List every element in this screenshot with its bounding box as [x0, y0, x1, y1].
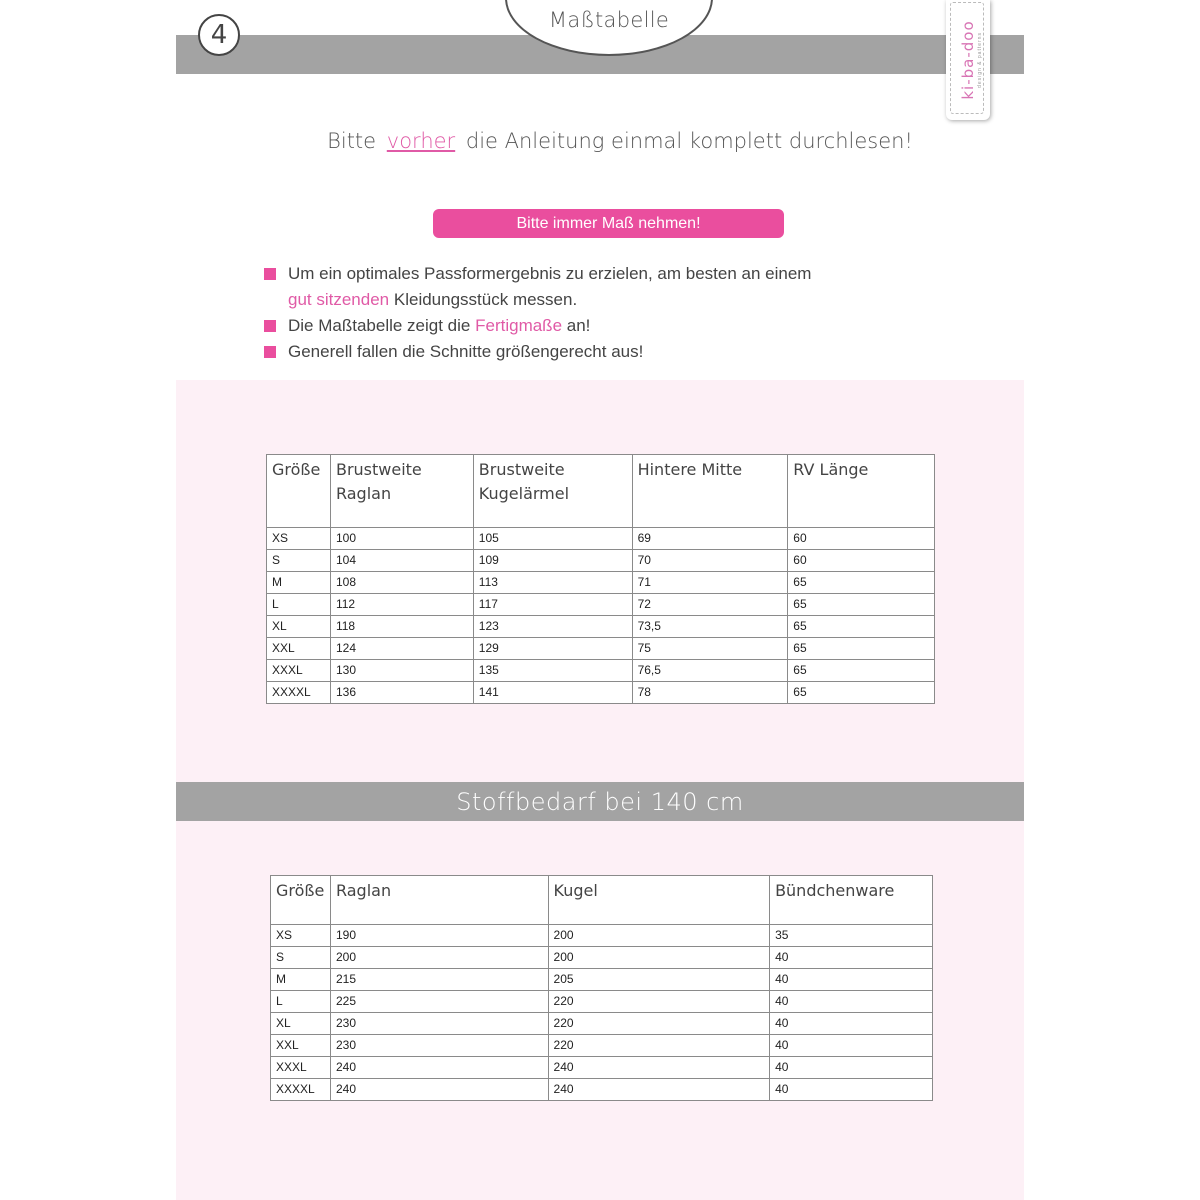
- fabric-heading: Stoffbedarf bei 140 cm: [176, 782, 1024, 821]
- bullet-item: [264, 340, 964, 366]
- table-cell: 71: [632, 572, 788, 594]
- page-title: Maßtabelle: [548, 8, 670, 32]
- header-kugel: Kugel: [548, 876, 770, 925]
- table-cell: 240: [548, 1057, 770, 1079]
- table-cell: 220: [548, 991, 770, 1013]
- table-row: [271, 947, 933, 969]
- header-chest-raglan: Brustweite Raglan: [330, 455, 473, 528]
- table-cell: L: [267, 594, 331, 616]
- table-cell: 240: [330, 1079, 548, 1101]
- table-cell: 65: [788, 594, 935, 616]
- table-cell: 75: [632, 638, 788, 660]
- bullet-pink-text: Fertigmaße: [475, 316, 563, 335]
- table-cell: 135: [473, 660, 632, 682]
- header-size: Größe: [271, 876, 331, 925]
- table-cell: XXXXL: [267, 682, 331, 704]
- table-row: [271, 991, 933, 1013]
- table-row: [267, 572, 935, 594]
- table-cell: 72: [632, 594, 788, 616]
- table-cell: S: [267, 550, 331, 572]
- table-cell: 109: [473, 550, 632, 572]
- bullet-continuation: [264, 288, 964, 314]
- table-cell: 230: [330, 1013, 548, 1035]
- header-zip-length: RV Länge: [788, 455, 935, 528]
- table-row: [271, 925, 933, 947]
- table-cell: XXXXL: [271, 1079, 331, 1101]
- table-cell: 60: [788, 550, 935, 572]
- table-cell: XL: [271, 1013, 331, 1035]
- table-cell: XXL: [271, 1035, 331, 1057]
- bullet-item: [264, 262, 964, 288]
- table-cell: XS: [267, 528, 331, 550]
- table-cell: XS: [271, 925, 331, 947]
- page-number: 4: [198, 14, 240, 56]
- logo-tagline: design & patterns: [977, 32, 983, 88]
- bullet-text: Generell fallen die Schnitte größengerecht aus!: [288, 342, 644, 361]
- table-cell: 200: [330, 947, 548, 969]
- table-row: [271, 1013, 933, 1035]
- bullet-square-icon: [264, 268, 276, 280]
- intro-after: die Anleitung einmal komplett durchlesen!: [465, 129, 913, 153]
- size-table: [266, 454, 935, 704]
- table-cell: 73,5: [632, 616, 788, 638]
- intro-highlight: vorher: [386, 129, 456, 153]
- table-cell: 123: [473, 616, 632, 638]
- bullet-square-icon: [264, 346, 276, 358]
- header-back-center: Hintere Mitte: [632, 455, 788, 528]
- table-cell: 69: [632, 528, 788, 550]
- table-row: [271, 1057, 933, 1079]
- table-cell: 200: [548, 925, 770, 947]
- table-cell: XL: [267, 616, 331, 638]
- table-cell: 65: [788, 660, 935, 682]
- table-cell: 118: [330, 616, 473, 638]
- table-cell: 215: [330, 969, 548, 991]
- table-cell: 105: [473, 528, 632, 550]
- table-header-row: [267, 455, 935, 528]
- bullet-list: [264, 262, 964, 366]
- table-cell: 130: [330, 660, 473, 682]
- header-chest-set-in: Brustweite Kugelärmel: [473, 455, 632, 528]
- bullet-text: Die Maßtabelle zeigt die: [288, 316, 471, 335]
- table-cell: 113: [473, 572, 632, 594]
- table-cell: XXXL: [267, 660, 331, 682]
- table-row: [267, 594, 935, 616]
- table-cell: 225: [330, 991, 548, 1013]
- bullet-text: an!: [566, 316, 591, 335]
- fabric-table: [270, 875, 933, 1101]
- table-cell: 117: [473, 594, 632, 616]
- table-cell: 136: [330, 682, 473, 704]
- table-cell: 40: [770, 969, 933, 991]
- table-cell: 220: [548, 1035, 770, 1057]
- table-cell: 200: [548, 947, 770, 969]
- table-cell: 104: [330, 550, 473, 572]
- table-row: [271, 1035, 933, 1057]
- intro-before: Bitte: [327, 129, 377, 153]
- table-cell: M: [271, 969, 331, 991]
- table-cell: 65: [788, 616, 935, 638]
- table-cell: 76,5: [632, 660, 788, 682]
- table-cell: 129: [473, 638, 632, 660]
- table-cell: 40: [770, 1057, 933, 1079]
- table-cell: 78: [632, 682, 788, 704]
- table-cell: 230: [330, 1035, 548, 1057]
- table-cell: 65: [788, 682, 935, 704]
- table-row: [271, 1079, 933, 1101]
- table-cell: 40: [770, 991, 933, 1013]
- table-cell: 40: [770, 1079, 933, 1101]
- table-row: [267, 660, 935, 682]
- bullet-text: Kleidungsstück messen.: [393, 290, 578, 309]
- bullet-pink-text: gut sitzenden: [288, 290, 390, 309]
- table-cell: 65: [788, 572, 935, 594]
- bullet-square-icon: [264, 320, 276, 332]
- bullet-item: [264, 314, 964, 340]
- table-cell: 124: [330, 638, 473, 660]
- table-cell: 112: [330, 594, 473, 616]
- table-row: [267, 638, 935, 660]
- table-cell: XXXL: [271, 1057, 331, 1079]
- table-cell: S: [271, 947, 331, 969]
- table-cell: 70: [632, 550, 788, 572]
- table-cell: 40: [770, 947, 933, 969]
- table-cell: XXL: [267, 638, 331, 660]
- table-cell: 65: [788, 638, 935, 660]
- table-cell: 60: [788, 528, 935, 550]
- table-header-row: [271, 876, 933, 925]
- table-cell: 240: [548, 1079, 770, 1101]
- table-cell: 35: [770, 925, 933, 947]
- table-cell: 141: [473, 682, 632, 704]
- bullet-text: Um ein optimales Passformergebnis zu erzielen, am besten an einem: [288, 264, 812, 283]
- table-row: [267, 682, 935, 704]
- header-size: Größe: [267, 455, 331, 528]
- table-row: [267, 550, 935, 572]
- table-cell: 40: [770, 1035, 933, 1057]
- table-cell: 220: [548, 1013, 770, 1035]
- table-cell: 100: [330, 528, 473, 550]
- measure-banner: Bitte immer Maß nehmen!: [433, 209, 784, 238]
- table-cell: M: [267, 572, 331, 594]
- table-row: [267, 616, 935, 638]
- table-row: [271, 969, 933, 991]
- header-ribbing: Bündchenware: [770, 876, 933, 925]
- table-cell: 205: [548, 969, 770, 991]
- table-cell: 190: [330, 925, 548, 947]
- table-cell: 108: [330, 572, 473, 594]
- logo-text: ki-ba-doo: [959, 20, 977, 100]
- table-row: [267, 528, 935, 550]
- intro-line: [176, 129, 1064, 153]
- table-cell: 40: [770, 1013, 933, 1035]
- table-cell: 240: [330, 1057, 548, 1079]
- header-raglan: Raglan: [330, 876, 548, 925]
- table-cell: L: [271, 991, 331, 1013]
